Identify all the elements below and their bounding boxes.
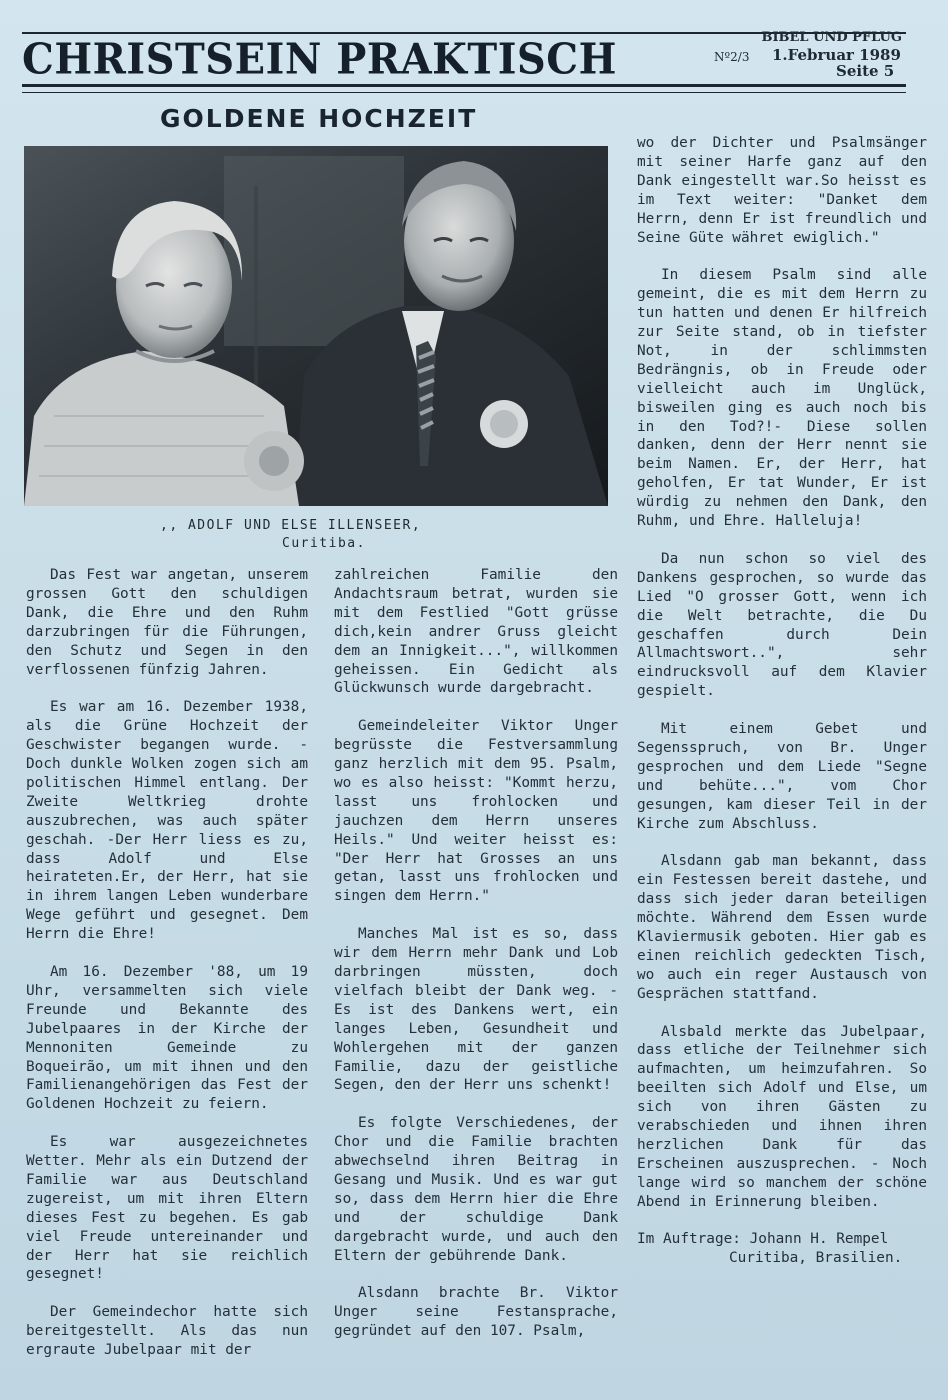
paragraph: zahlreichen Familie den Andachtsraum betrat, wurden sie mit dem Festlied "Gott grüsse dich,kein andrer Gruss gleicht dem an Innigkeit...", willkommen geheissen. Ein Gedicht als Glückwunsch wurde dargebracht. [334, 567, 618, 697]
publication-name: BIBEL UND PFLUG [761, 30, 902, 45]
masthead-bottom-thin-rule [22, 92, 906, 93]
paragraph: Der Gemeindechor hatte sich bereitgestellt. Als das nun ergraute Jubelpaar mit der [26, 1304, 308, 1359]
signature [637, 1230, 927, 1268]
masthead-title: CHRISTSEIN PRAKTISCH [22, 34, 617, 85]
photo-caption-place: Curitiba. [282, 536, 366, 551]
masthead-bottom-rule [22, 84, 906, 87]
issue-date: 1.Februar 1989 [772, 46, 901, 64]
paragraph: Das Fest war angetan, unserem grossen Gott den schuldigen Dank, die Ehre und den Ruhm darzubringen für die Führungen, den Schutz und Segen in den verflossenen fünfzig Jahren. [26, 567, 308, 678]
couple-photo [24, 146, 608, 506]
article-column-3 [637, 134, 927, 1268]
signature-line-1: Im Auftrage: Johann H. Rempel [637, 1231, 889, 1248]
signature-line-2: Curitiba, Brasilien. [729, 1250, 903, 1267]
paragraph: Es war ausgezeichnetes Wetter. Mehr als ein Dutzend der Familie war aus Deutschland zugereist, um mit ihren Eltern dieses Fest zu begehen. Es gab viel Freude untereinander und der Herr hat sie reichlich gesegnet! [26, 1134, 308, 1283]
paragraph: Alsdann brachte Br. Viktor Unger seine Festansprache, gegründet auf den 107. Psalm, [334, 1285, 618, 1340]
article-column-1 [26, 566, 308, 1360]
issue-number: Nº2/3 [714, 50, 750, 64]
paragraph: Es folgte Verschiedenes, der Chor und die Familie brachten abwechselnd ihren Beitrag in Gesang und Musik. Und es war gut so, dass dem Herrn hier die Ehre und der schuldige Dank dargebracht wurde, und auch den Eltern der gebührende Dank. [334, 1115, 618, 1264]
paragraph: Gemeindeleiter Viktor Unger begrüsste die Festversammlung ganz herzlich mit dem 95. Psalm, wo es also heisst: "Kommt herzu, lasst uns frohlocken und jauchzen dem Herrn unseres Heils." Und weiter heisst es: "Der Herr hat Grosses an uns getan, lasst uns frohlocken und singen dem Herrn." [334, 718, 618, 905]
article-headline: GOLDENE HOCHZEIT [160, 104, 478, 133]
paragraph: Alsdann gab man bekannt, dass ein Festessen bereit dastehe, und dass sich jeder daran beteiligen möchte. Während dem Essen wurde Klaviermusik geboten. Hier gab es einen reichlich gedeckten Tisch, wo auch ein reger Austausch von Gesprächen stattfand. [637, 853, 927, 1002]
paragraph: Da nun schon so viel des Dankens gesprochen, so wurde das Lied "O grosser Gott, wenn ich die Welt betrachte, die Du geschaffen durch Dein Allmachtswort..", sehr eindrucksvoll auf dem Klavier gespielt. [637, 550, 927, 700]
paragraph: Mit einem Gebet und Segensspruch, von Br. Unger gesprochen und dem Liede "Segne und behüte...", vom Chor gesungen, kam dieser Teil in der Kirche zum Abschluss. [637, 721, 927, 832]
article-column-2 [334, 566, 618, 1341]
paragraph: Es war am 16. Dezember 1938, als die Grüne Hochzeit der Geschwister begangen wurde. - Doch dunkle Wolken zogen sich am politischen Himmel entlang. Der Zweite Weltkrieg drohte auszubrechen, was auch später geschah. -Der Herr liess es zu, dass Adolf und Else heirateten.Er, der Herr, hat sie in ihrem langen Leben wunderbare Wege geführt und gesegnet. Dem Herrn die Ehre! [26, 699, 308, 943]
paragraph: In diesem Psalm sind alle gemeint, die es mit dem Herrn zu tun hatten und denen Er hilfreich zur Seite stand, ob in tiefster Not, in der schlimmsten Bedrängnis, ob in Freude oder vielleicht auch im Unglück, bisweilen ging es auch noch bis in den Tod?!- Diese sollen danken, denn der Herr nennt sie beim Namen. Er, der Herr, hat geholfen, Er tat Wunder, Er ist würdig zu nehmen den Dank, den Ruhm, und Ehre. Halleluja! [637, 267, 927, 530]
photo-caption: ,, ADOLF UND ELSE ILLENSEER, [160, 518, 422, 533]
paragraph: Manches Mal ist es so, dass wir dem Herrn mehr Dank und Lob darbringen müssten, doch vielfach bleibt der Dank weg. - Es ist des Dankens wert, ein langes Leben, Gesundheit und Wohlergehen mit der ganzen Familie, dazu der geistliche Segen, den der Herr uns schenkt! [334, 926, 618, 1094]
page-number: Seite 5 [836, 62, 895, 80]
couple-photo-illustration [24, 146, 608, 506]
paragraph: Am 16. Dezember '88, um 19 Uhr, versammelten sich viele Freunde und Bekannte des Jubelpaares in der Kirche der Mennoniten Gemeinde zu Boqueirão, um mit ihnen und den Familienangehörigen das Fest der Goldenen Hochzeit zu feiern. [26, 964, 308, 1113]
paragraph: wo der Dichter und Psalmsänger mit seiner Harfe ganz auf den Dank eingestellt war.So heisst es im Text weiter: "Danket dem Herrn, denn Er ist freundlich und Seine Güte währet ewiglich." [637, 135, 927, 246]
paragraph: Alsbald merkte das Jubelpaar, dass etliche der Teilnehmer sich aufmachten, um heimzufahren. So beeilten sich Adolf und Else, um sich von ihren Gästen zu verabschieden und ihnen ihren herzlichen Dank für das Erscheinen auszusprechen. - Noch lange wird so manchem der schöne Abend in Erinnerung bleiben. [637, 1023, 927, 1210]
